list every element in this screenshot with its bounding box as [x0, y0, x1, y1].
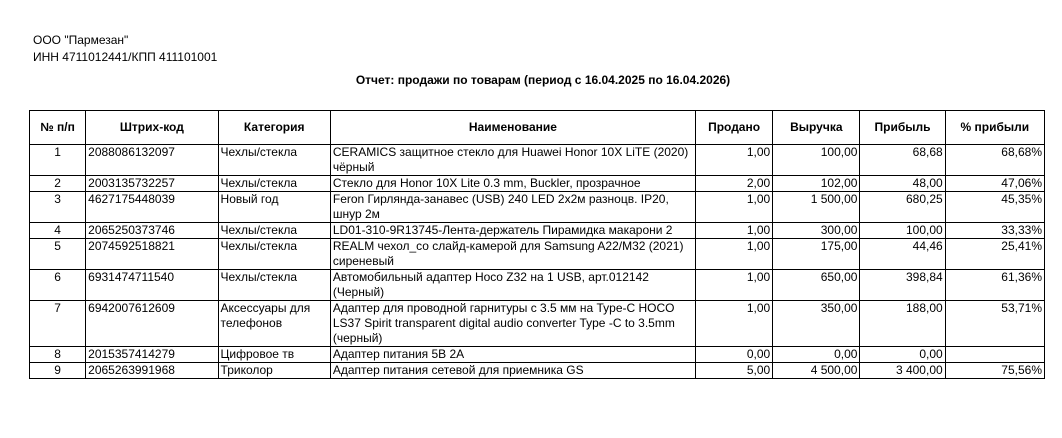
cell-category: Аксессуары для телефонов [218, 301, 330, 347]
table-row [30, 270, 1045, 301]
sales-report-table [29, 110, 1045, 379]
cell-number: 3 [30, 192, 86, 223]
cell-barcode: 2088086132097 [86, 145, 218, 176]
cell-profit: 48,00 [860, 176, 945, 192]
cell-name: CERAMICS защитное стекло для Huawei Honor 10X LiTE (2020) чёрный [330, 145, 695, 176]
cell-sold: 0,00 [695, 347, 772, 363]
org-tax-ids: ИНН 4711012441/КПП 411101001 [33, 50, 218, 64]
table-body [30, 145, 1045, 379]
cell-sold: 5,00 [695, 363, 772, 379]
table-row [30, 301, 1045, 347]
cell-revenue: 175,00 [773, 239, 860, 270]
cell-category: Чехлы/стекла [218, 176, 330, 192]
cell-profit-percent: 75,56% [945, 363, 1044, 379]
cell-barcode: 2003135732257 [86, 176, 218, 192]
cell-profit-percent: 45,35% [945, 192, 1044, 223]
cell-category: Чехлы/стекла [218, 239, 330, 270]
cell-sold: 1,00 [695, 223, 772, 239]
cell-category: Чехлы/стекла [218, 270, 330, 301]
cell-name: LD01-310-9R13745-Лента-держатель Пирамидка макарони 2 [330, 223, 695, 239]
cell-barcode: 2065263991968 [86, 363, 218, 379]
cell-profit-percent: 25,41% [945, 239, 1044, 270]
cell-number: 9 [30, 363, 86, 379]
cell-revenue: 300,00 [773, 223, 860, 239]
cell-profit: 680,25 [860, 192, 945, 223]
cell-number: 8 [30, 347, 86, 363]
cell-profit-percent: 47,06% [945, 176, 1044, 192]
col-header-name: Наименование [330, 111, 695, 145]
cell-sold: 1,00 [695, 270, 772, 301]
cell-revenue: 100,00 [773, 145, 860, 176]
cell-name: REALM чехол_со слайд-камерой для Samsung A22/M32 (2021) сиреневый [330, 239, 695, 270]
cell-profit-percent: 53,71% [945, 301, 1044, 347]
col-header-profit: Прибыль [860, 111, 945, 145]
cell-name: Стекло для Honor 10X Lite 0.3 mm, Buckler, прозрачное [330, 176, 695, 192]
cell-category: Триколор [218, 363, 330, 379]
cell-barcode: 6942007612609 [86, 301, 218, 347]
cell-revenue: 350,00 [773, 301, 860, 347]
cell-profit-percent: 61,36% [945, 270, 1044, 301]
cell-number: 1 [30, 145, 86, 176]
cell-revenue: 650,00 [773, 270, 860, 301]
col-header-barcode: Штрих-код [86, 111, 218, 145]
col-header-number: № п/п [30, 111, 86, 145]
table-row [30, 363, 1045, 379]
table-row [30, 239, 1045, 270]
cell-category: Новый год [218, 192, 330, 223]
cell-number: 4 [30, 223, 86, 239]
cell-sold: 1,00 [695, 145, 772, 176]
table-row [30, 223, 1045, 239]
cell-name: Адаптер питания 5В 2А [330, 347, 695, 363]
col-header-category: Категория [218, 111, 330, 145]
cell-sold: 1,00 [695, 239, 772, 270]
cell-number: 5 [30, 239, 86, 270]
cell-profit: 68,68 [860, 145, 945, 176]
table-row [30, 176, 1045, 192]
cell-profit-percent: 68,68% [945, 145, 1044, 176]
cell-barcode: 2065250373746 [86, 223, 218, 239]
cell-revenue: 4 500,00 [773, 363, 860, 379]
cell-name: Адаптер питания сетевой для приемника GS [330, 363, 695, 379]
organization-info [33, 32, 217, 66]
cell-number: 6 [30, 270, 86, 301]
report-title: Отчет: продажи по товарам (период с 16.04.2025 по 16.04.2026) [355, 73, 731, 87]
cell-revenue: 1 500,00 [773, 192, 860, 223]
cell-name: Автомобильный адаптер Hoco Z32 на 1 USB, арт.012142 (Черный) [330, 270, 695, 301]
cell-number: 7 [30, 301, 86, 347]
cell-sold: 2,00 [695, 176, 772, 192]
cell-category: Чехлы/стекла [218, 145, 330, 176]
cell-barcode: 2074592518821 [86, 239, 218, 270]
cell-profit: 0,00 [860, 347, 945, 363]
cell-sold: 1,00 [695, 301, 772, 347]
cell-name: Feron Гирлянда-занавес (USB) 240 LED 2х2м разноцв. IP20, шнур 2м [330, 192, 695, 223]
cell-number: 2 [30, 176, 86, 192]
cell-profit-percent [945, 347, 1044, 363]
cell-sold: 1,00 [695, 192, 772, 223]
cell-category: Цифровое тв [218, 347, 330, 363]
cell-barcode: 2015357414279 [86, 347, 218, 363]
col-header-sold: Продано [695, 111, 772, 145]
table-header-row [30, 111, 1045, 145]
cell-revenue: 0,00 [773, 347, 860, 363]
cell-category: Чехлы/стекла [218, 223, 330, 239]
cell-name: Адаптер для проводной гарнитуры с 3.5 мм на Type-C HOCO LS37 Spirit transparent digital audio converter Type -C to 3.5mm (черный) [330, 301, 695, 347]
cell-profit: 398,84 [860, 270, 945, 301]
cell-profit: 3 400,00 [860, 363, 945, 379]
cell-profit: 44,46 [860, 239, 945, 270]
col-header-profit-percent: % прибыли [945, 111, 1044, 145]
cell-profit-percent: 33,33% [945, 223, 1044, 239]
table-row [30, 145, 1045, 176]
cell-profit: 100,00 [860, 223, 945, 239]
table-row [30, 347, 1045, 363]
cell-profit: 188,00 [860, 301, 945, 347]
col-header-revenue: Выручка [773, 111, 860, 145]
cell-revenue: 102,00 [773, 176, 860, 192]
org-name: ООО "Пармезан" [33, 33, 129, 47]
cell-barcode: 4627175448039 [86, 192, 218, 223]
table-row [30, 192, 1045, 223]
cell-barcode: 6931474711540 [86, 270, 218, 301]
